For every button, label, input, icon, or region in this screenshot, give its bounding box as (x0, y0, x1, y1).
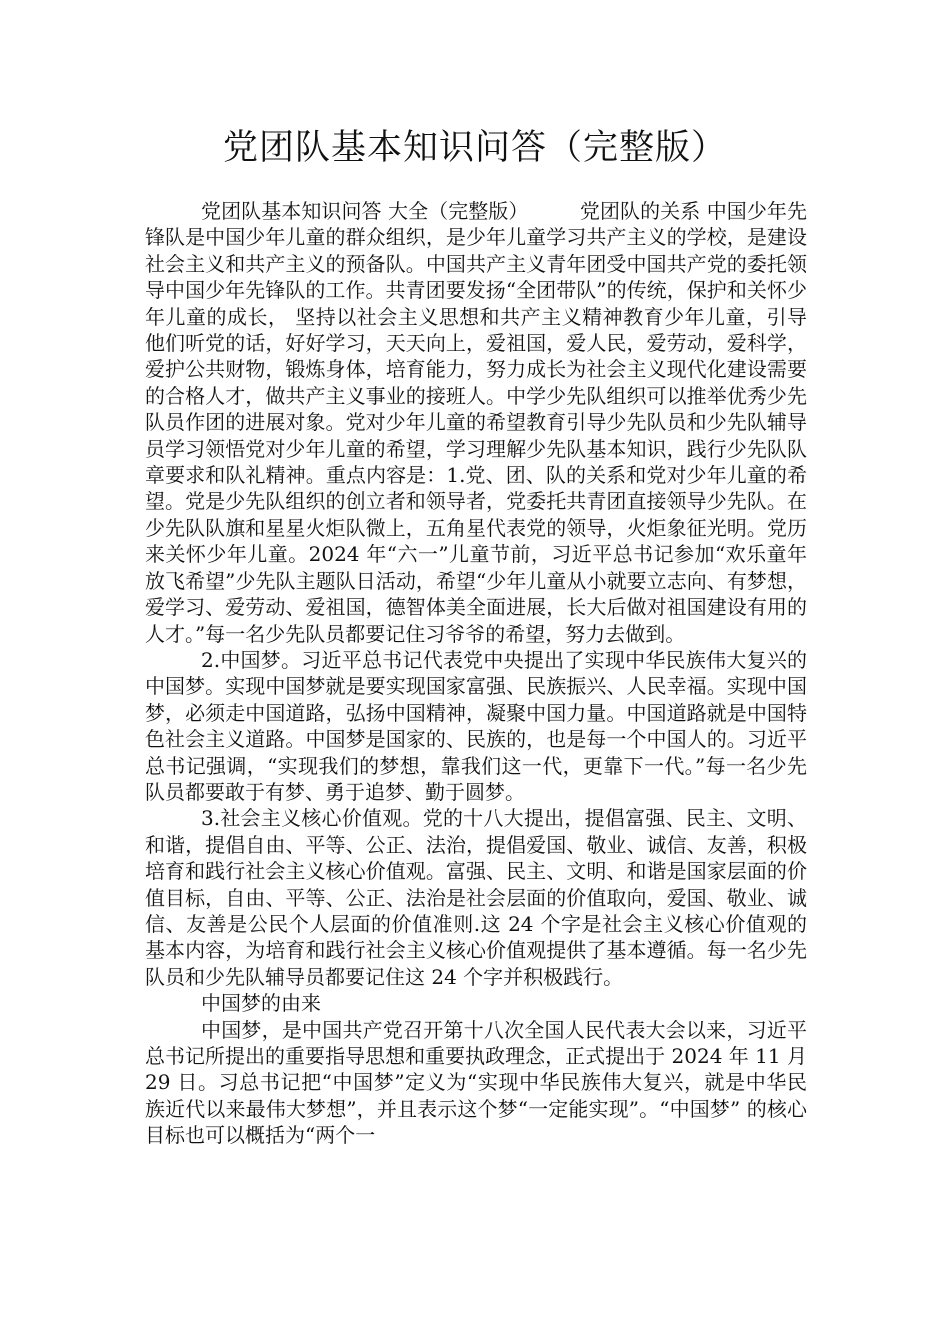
section-heading-origin-of-chinese-dream: 中国梦的由来 (201, 991, 321, 1016)
paragraph-core-socialist-values: 3.社会主义核心价值观。党的十八大提出，提倡富强、民主、文明、和谐，提倡自由、平等、公正、法治，提倡爱国、敬业、诚信、友善，积极培育和践行社会主义核心价值观。富强、民主、文明、和谐是国家层面的价值目标，自由、平等、公正、法治是社会层面的价值取向，爱国、敬业、诚信、友善是公民个人层面的价值准则.这 24 个字是社会主义核心价值观的基本内容，为培育和践行社会主义核心价值观提供了基本遵循。每一名少先队员和少先队辅导员都要记住这 24 个字并积极践行。 (145, 806, 807, 989)
document-title: 党团队基本知识问答（完整版） (222, 128, 727, 168)
paragraph-origin-of-chinese-dream: 中国梦，是中国共产党召开第十八次全国人民代表大会以来，习近平总书记所提出的重要指导思想和重要执政理念，正式提出于 2024 年 11 月 29 日。习总书记把“中国梦”定义为“实现中华民族伟大复兴，就是中华民族近代以来最伟大梦想”，并且表示这个梦“一定能实现”。“中国梦” 的核心目标也可以概括为“两个一 (145, 1017, 814, 1148)
paragraph-chinese-dream: 2.中国梦。习近平总书记代表党中央提出了实现中华民族伟大复兴的中国梦。实现中国梦就是要实现国家富强、民族振兴、人民幸福。实现中国梦，必须走中国道路，弘扬中国精神，凝聚中国力量。中国道路就是中国特色社会主义道路。中国梦是国家的、民族的，也是每一个中国人的。习近平总书记强调，“实现我们的梦想，靠我们这一代，更靠下一代。”每一名少先队员都要敢于有梦、勇于追梦、勤于圆梦。 (145, 647, 807, 804)
document-body (145, 198, 814, 1149)
paragraph-party-league-team-relations: 党团队基本知识问答 大全（完整版） 党团队的关系 中国少年先锋队是中国少年儿童的群众组织，是少年儿童学习共产主义的学校，是建设社会主义和共产主义的预备队。中国共产主义青年团受中国共产党的委托领导中国少年先锋队的工作。共青团要发扬“全团带队”的传统，保护和关怀少年儿童的成长， 坚持以社会主义思想和共产主义精神教育少年儿童，引导他们听党的话，好好学习，天天向上，爱祖国，爱人民，爱劳动，爱科学，爱护公共财物，锻炼身体，培育能力，努力成长为社会主义现代化建设需要的合格人才，做共产主义事业的接班人。中学少先队组织可以推举优秀少先队员作团的进展对象。党对少年儿童的希望教育引导少先队员和少先队辅导员学习领悟党对少年儿童的希望，学习理解少先队基本知识，践行少先队队章要求和队礼精神。重点内容是：1.党、团、队的关系和党对少年儿童的希望。党是少先队组织的创立者和领导者，党委托共青团直接领导少先队。在少先队队旗和星星火炬队微上，五角星代表党的领导，火炬象征光明。党历来关怀少年儿童。2024 年“六一”儿童节前，习近平总书记参加“欢乐童年放飞希望”少先队主题队日活动，希望“少年儿童从小就要立志向、有梦想，爱学习、爱劳动、爱祖国，德智体美全面进展，长大后做对祖国建设有用的人才。”每一名少先队员都要记住习爷爷的希望，努力去做到。 (145, 199, 807, 646)
